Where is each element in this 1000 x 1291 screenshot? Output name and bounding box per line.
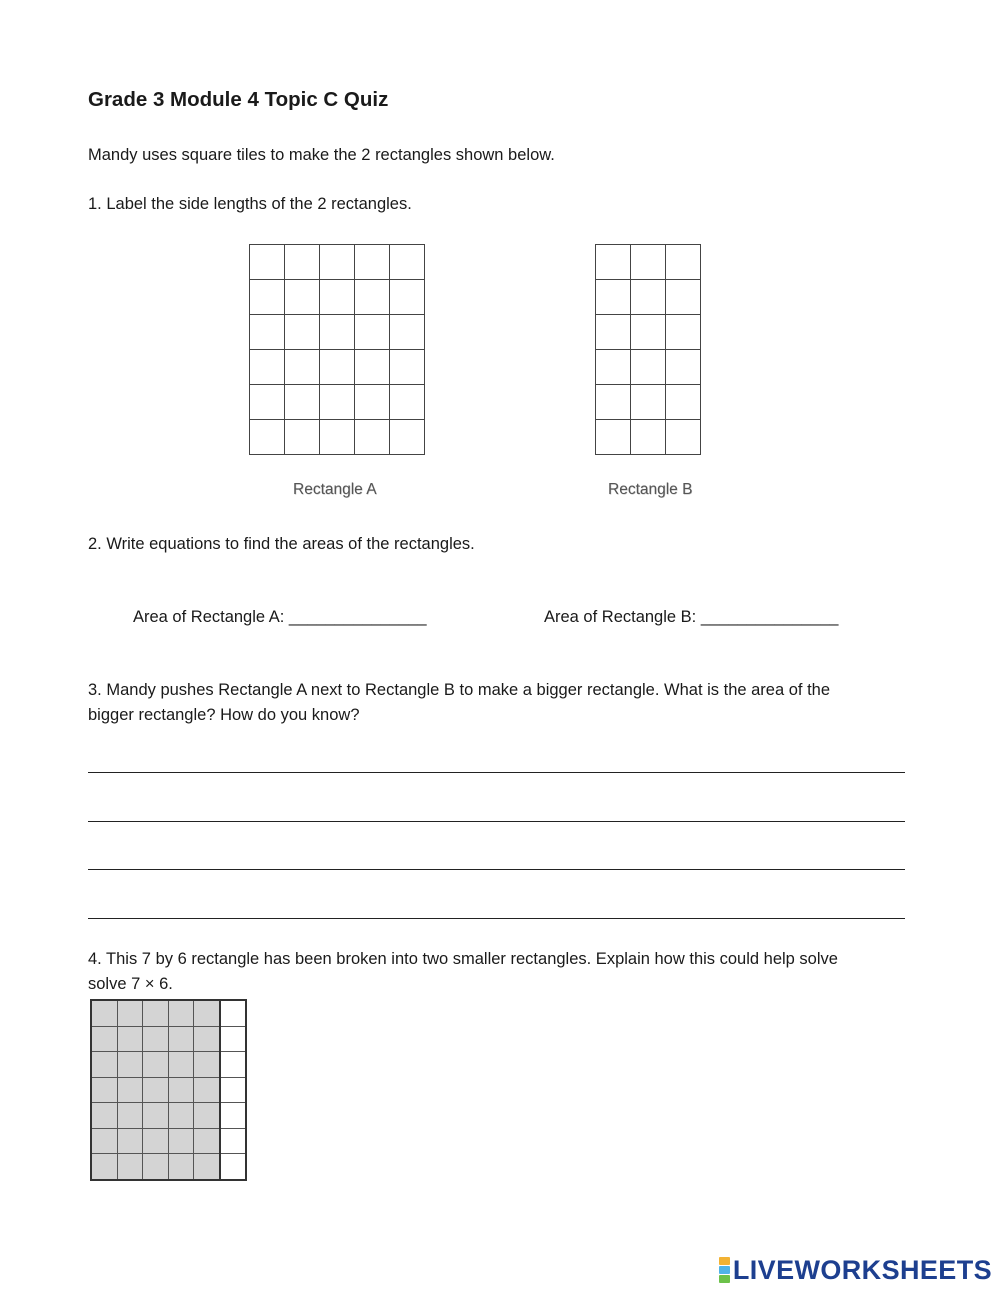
answer-line-1[interactable] — [88, 772, 905, 773]
answer-line-2[interactable] — [88, 821, 905, 822]
page-title: Grade 3 Module 4 Topic C Quiz — [88, 88, 389, 111]
question-2: 2. Write equations to find the areas of the rectangles. — [88, 535, 475, 553]
question-4-line-1: 4. This 7 by 6 rectangle has been broken into two smaller rectangles. Explain how this could help solve — [88, 950, 838, 968]
rectangle-a-grid — [249, 244, 425, 455]
logo-blocks-icon — [719, 1257, 730, 1283]
question-1: 1. Label the side lengths of the 2 rectangles. — [88, 195, 412, 213]
question-3-line-2: bigger rectangle? How do you know? — [88, 706, 360, 724]
logo-text: LIVEWORKSHEETS — [732, 1255, 992, 1285]
area-b-field[interactable]: Area of Rectangle B: _______________ — [544, 608, 839, 626]
seven-by-six-grid — [90, 999, 247, 1181]
answer-line-3[interactable] — [88, 869, 905, 870]
rectangle-a-caption: Rectangle A — [293, 481, 377, 498]
question-3-line-1: 3. Mandy pushes Rectangle A next to Rectangle B to make a bigger rectangle. What is the area of the — [88, 681, 831, 699]
question-4-line-2: solve 7 × 6. — [88, 975, 173, 993]
area-a-field[interactable]: Area of Rectangle A: _______________ — [133, 608, 427, 626]
intro-text: Mandy uses square tiles to make the 2 rectangles shown below. — [88, 146, 555, 164]
answer-line-4[interactable] — [88, 918, 905, 919]
rectangle-b-caption: Rectangle B — [608, 481, 693, 498]
rectangle-b-grid — [595, 244, 701, 455]
liveworksheets-logo — [719, 1256, 992, 1284]
